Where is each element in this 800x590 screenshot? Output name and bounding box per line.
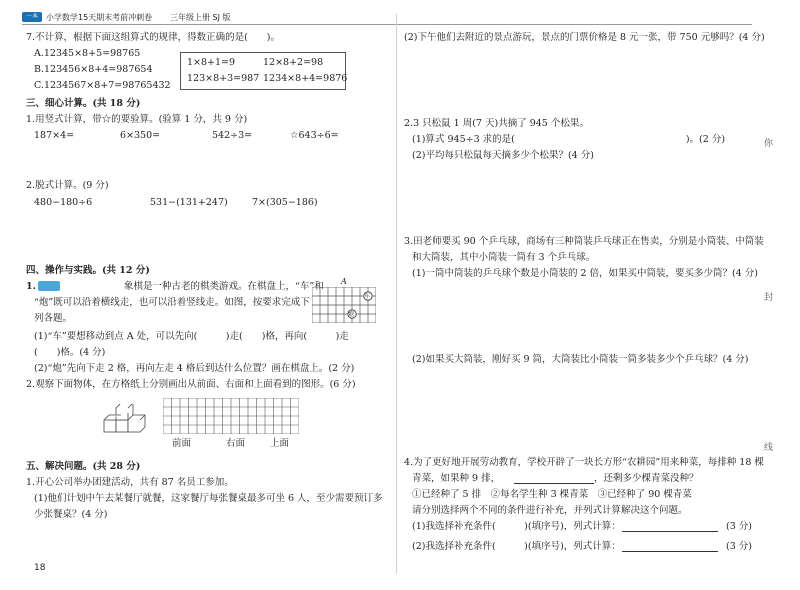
q7-pattern-box bbox=[180, 52, 346, 90]
r4-sub2-answer-line[interactable] bbox=[622, 551, 718, 552]
pattern-3: 123×8+3=987 bbox=[187, 73, 260, 84]
binding-word-1: 你 bbox=[764, 139, 774, 149]
s4-q1-sub1a: (1)“车”要想移动到点 A 处，可以先向( )走( )格，再向( )走 bbox=[34, 331, 349, 342]
s4-q1-line3: 列各题。 bbox=[34, 313, 73, 324]
r4-line1: 4.为了更好地开展劳动教育，学校开辟了一块长方形“农耕园”用来种菜，每排种 18 棵 bbox=[404, 457, 764, 468]
expr-3: 7×(305−186) bbox=[252, 197, 318, 208]
calc-4: ☆643÷6= bbox=[290, 130, 339, 141]
point-a-label: A bbox=[341, 277, 347, 286]
r4-sub2-points: (3 分) bbox=[726, 541, 752, 552]
r4-line2b: ，还剩多少棵青菜没种？ bbox=[594, 473, 699, 484]
view-front-label: 前面 bbox=[172, 438, 192, 449]
s5-q1: 1.开心公司举办团建活动，共有 87 名员工参加。 bbox=[26, 477, 234, 488]
r4-sub2: (2)我选择补充条件( )(填序号)，列式计算： bbox=[412, 541, 621, 552]
r2-question: 2.3 只松鼠 1 周(7 天)共摘了 945 个松果。 bbox=[404, 118, 589, 129]
r4-instruction: 请分别选择两个不同的条件进行补充，并列式计算解决这个问题。 bbox=[412, 505, 688, 516]
r4-line2a: 青菜，如果种 9 排， bbox=[412, 473, 501, 484]
s3-q2: 2.脱式计算。(9 分) bbox=[26, 180, 109, 191]
r4-conditions: ①已经种了 5 排 ②每名学生种 3 棵青菜 ③已经种了 90 棵青菜 bbox=[412, 489, 692, 500]
r3-line2: 和大筒装，其中小筒装一筒有 3 个乒乓球。 bbox=[412, 252, 596, 263]
pattern-2: 12×8+2=98 bbox=[263, 57, 324, 68]
r3-sub1: (1)一筒中筒装的乒乓球个数是小筒装的 2 倍，如果买中筒装，要买多少筒？(4 分) bbox=[412, 268, 759, 279]
topic-tag-faded-text bbox=[62, 280, 122, 292]
s4-q1-sub1b: ( )格。(4 分) bbox=[34, 347, 106, 358]
s4-q1-sub2: (2)“炮”先向下走 2 格，再向左走 4 格后到达什么位置？画在棋盘上。(2 分) bbox=[34, 363, 355, 374]
pao-label: 炮 bbox=[348, 311, 355, 318]
column-divider bbox=[396, 14, 397, 574]
grid-paper bbox=[163, 398, 299, 434]
s4-q2: 2.观察下面物体，在方格纸上分别画出从前面、右面和上面看到的图形。(6 分) bbox=[26, 379, 356, 390]
calc-2: 6×350= bbox=[120, 130, 161, 141]
q7-option-a: A.12345×8+5=98765 bbox=[34, 48, 141, 59]
calc-1: 187×4= bbox=[34, 130, 75, 141]
binding-word-3: 线 bbox=[764, 443, 774, 453]
binding-word-2: 封 bbox=[764, 293, 774, 303]
r2-sub1: (1)算式 945÷3 求的是( )。(2 分) bbox=[412, 134, 726, 145]
q7-option-c: C.1234567×8+7=98765432 bbox=[34, 80, 171, 91]
s4-q1-line2: “炮”既可以沿着横线走，也可以沿着竖线走。如图，按要求完成下 bbox=[34, 297, 310, 308]
s5-q1-sub1b: 少张餐桌？(4 分) bbox=[34, 509, 108, 520]
r4-sub1: (1)我选择补充条件( )(填序号)，列式计算： bbox=[412, 521, 621, 532]
r3-sub2: (2)如果买大筒装，刚好买 9 筒，大筒装比小筒装一筒多装多少个乒乓球？(4 分) bbox=[412, 354, 749, 365]
r1-question: (2)下午他们去附近的景点游玩，景点的门票价格是 8 元一张，带 750 元够吗？(4 分) bbox=[404, 32, 765, 43]
header-rule bbox=[22, 24, 752, 25]
header-grade: 三年级上册 SJ 版 bbox=[170, 13, 231, 22]
cubes-figure bbox=[100, 404, 148, 434]
view-right-label: 右面 bbox=[226, 438, 246, 449]
s3-q1: 1.用竖式计算，带☆的要验算。(验算 1 分，共 9 分) bbox=[26, 114, 248, 125]
section-3-title: 三、细心计算。(共 18 分) bbox=[26, 98, 141, 109]
q7-stem: 7.不计算，根据下面这组算式的规律，得数正确的是( )。 bbox=[26, 32, 280, 43]
pattern-4: 1234×8+4=9876 bbox=[263, 73, 348, 84]
s4-q1-line1: 象棋是一种古老的棋类游戏。在棋盘上，“车”和 bbox=[124, 281, 324, 292]
q7-option-b: B.123456×8+4=987654 bbox=[34, 64, 153, 75]
s4-q1-number: 1. bbox=[26, 281, 36, 292]
r4-sub1-points: (3 分) bbox=[726, 521, 752, 532]
r3-line1: 3.田老师要买 90 个乒乓球，商场有三种筒装乒乓球正在售卖，分别是小筒装、中筒装 bbox=[404, 236, 764, 247]
pattern-1: 1×8+1=9 bbox=[187, 57, 236, 68]
header-title: 小学数学15天期末考前冲刺卷 bbox=[46, 13, 153, 22]
expr-2: 531−(131+247) bbox=[150, 197, 228, 208]
topic-tag bbox=[38, 281, 60, 291]
r4-condition-blank[interactable] bbox=[514, 483, 594, 484]
r2-sub2: (2)平均每只松鼠每天摘多少个松果？(4 分) bbox=[412, 150, 594, 161]
page-number: 18 bbox=[34, 563, 46, 573]
calc-3: 542÷3= bbox=[212, 130, 253, 141]
section-4-title: 四、操作与实践。(共 12 分) bbox=[26, 265, 150, 276]
section-5-title: 五、解决问题。(共 28 分) bbox=[26, 461, 141, 472]
expr-1: 480−180÷6 bbox=[34, 197, 93, 208]
s5-q1-sub1a: (1)他们计划中午去某餐厅就餐，这家餐厅每张餐桌最多可坐 6 人，至少需要预订多 bbox=[34, 493, 383, 504]
publisher-logo: 一本 bbox=[22, 12, 42, 22]
view-top-label: 上面 bbox=[270, 438, 290, 449]
r4-sub1-answer-line[interactable] bbox=[622, 531, 718, 532]
che-label: 车 bbox=[364, 293, 371, 300]
